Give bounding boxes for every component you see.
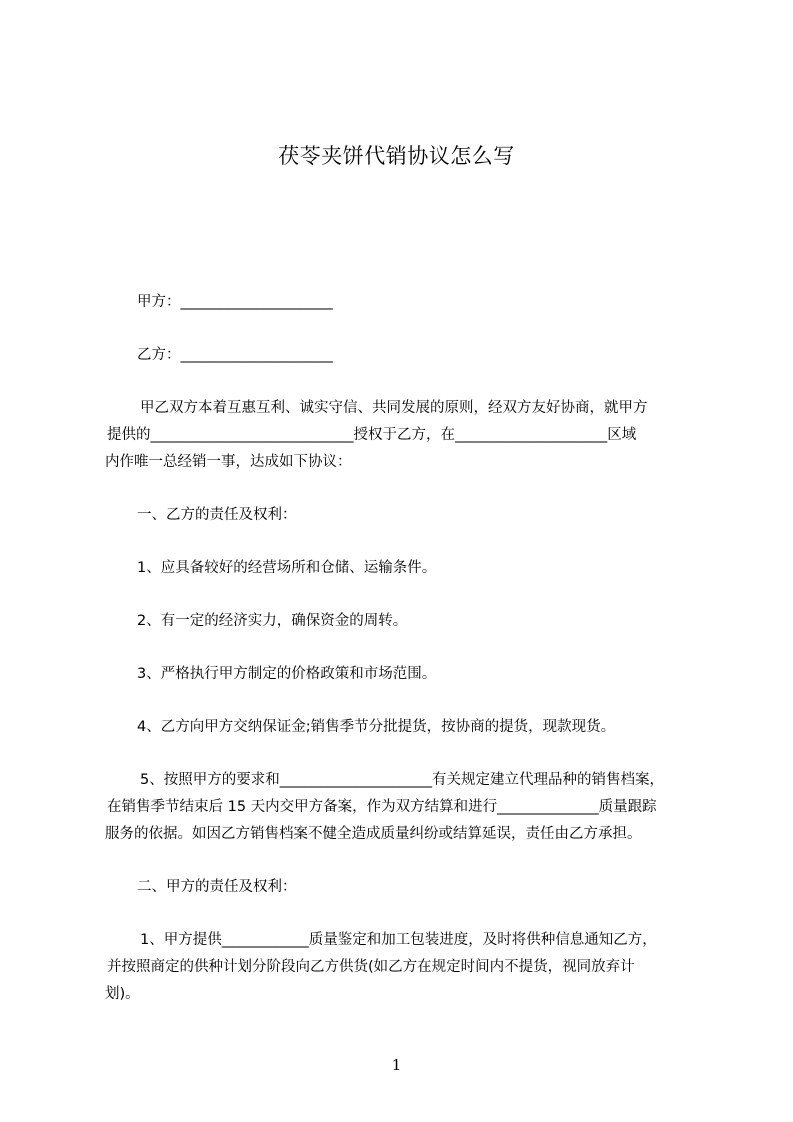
- clause-b-5-line-1: 5、按照甲方的要求和_____________________有关规定建立代理品种的销售档案，: [140, 772, 664, 788]
- clause-b-3: 3、严格执行甲方制定的价格政策和市场范围。: [137, 666, 437, 682]
- preamble-line-1: 甲乙双方本着互惠互利、诚实守信、共同发展的原则，经双方友好协商，就甲方: [140, 400, 648, 416]
- clause-a-1-line-3: 划)。: [105, 986, 140, 1002]
- preamble-line-3: 内作唯一总经销一事，达成如下协议：: [105, 454, 352, 470]
- clause-b-5-line-3: 服务的依据。如因乙方销售档案不健全造成质量纠纷或结算延误，责任由乙方承担。: [105, 826, 642, 842]
- clause-b-1: 1、应具备较好的经营场所和仓储、运输条件。: [137, 560, 437, 576]
- clause-b-5-line-2: 在销售季节结束后 15 天内交甲方备案，作为双方结算和进行______________质量跟踪: [107, 799, 657, 815]
- preamble-line-2: 提供的____________________________授权于乙方，在_____________________区域: [107, 427, 637, 443]
- section-heading-party-b: 一、乙方的责任及权利：: [137, 507, 297, 523]
- document-title: 茯苓夹饼代销协议怎么写: [278, 144, 515, 168]
- page-number: 1: [391, 1056, 402, 1074]
- clause-b-4: 4、乙方向甲方交纳保证金;销售季节分批提货，按协商的提货，现款现货。: [137, 719, 616, 735]
- clause-a-1-line-2: 并按照商定的供种计划分阶段向乙方供货(如乙方在规定时间内不提货，视同放弃计: [107, 959, 635, 975]
- clause-a-1-line-1: 1、甲方提供____________质量鉴定和加工包装进度，及时将供种信息通知乙方，: [140, 932, 657, 948]
- section-heading-party-a: 二、甲方的责任及权利：: [137, 879, 297, 895]
- party-b-line: 乙方：_____________________: [137, 347, 333, 363]
- clause-b-2: 2、有一定的经济实力，确保资金的周转。: [137, 613, 408, 629]
- party-a-line: 甲方：_____________________: [137, 294, 333, 310]
